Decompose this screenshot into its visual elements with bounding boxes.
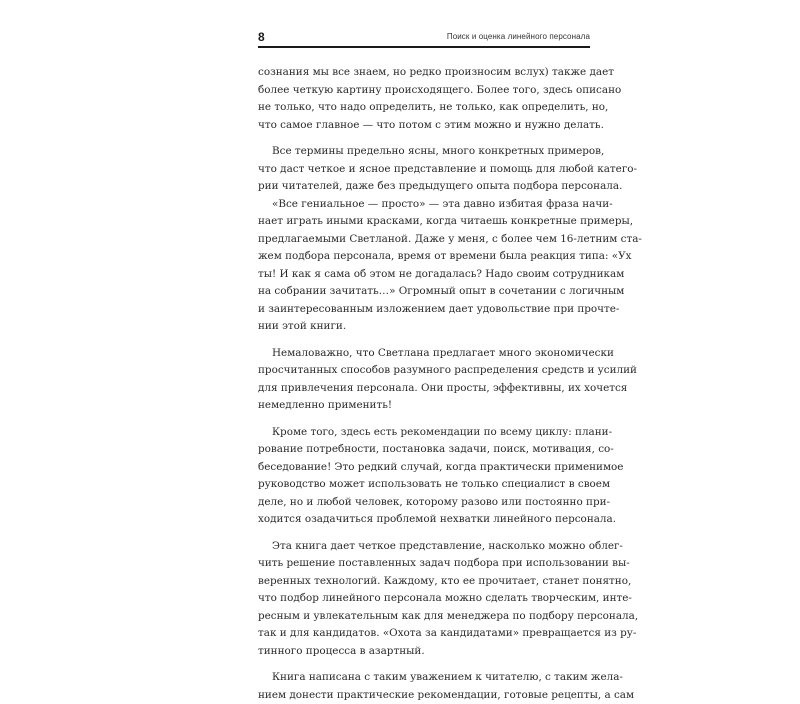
text-line: и заинтересованным изложением дает удовольствие при прочте- xyxy=(258,301,590,319)
paragraph-spacer xyxy=(258,529,590,538)
text-line: жем подбора персонала, время от времени была реакция типа: «Ух xyxy=(258,248,590,266)
text-line: что самое главное — что потом с этим можно и нужно делать. xyxy=(258,117,590,135)
text-line: для привлечения персонала. Они просты, эффективны, их хочется xyxy=(258,380,590,398)
text-line: руководство может использовать не только специалист в своем xyxy=(258,476,590,494)
text-line: просчитанных способов разумного распределения средств и усилий xyxy=(258,362,590,380)
text-line: ты! И как я сама об этом не догадалась? Надо своим сотрудникам xyxy=(258,266,590,284)
paragraph-spacer xyxy=(258,415,590,424)
text-line: нает играть иными красками, когда читаешь конкретные примеры, xyxy=(258,213,590,231)
text-line: «Все гениальное — просто» — эта давно избитая фраза начи- xyxy=(258,196,590,214)
text-line: на собрании зачитать…» Огромный опыт в сочетании с логичным xyxy=(258,283,590,301)
text-line: ходится озадачиться проблемой нехватки линейного персонала. xyxy=(258,511,590,529)
text-line: веренных технологий. Каждому, кто ее прочитает, станет понятно, xyxy=(258,573,590,591)
paragraph xyxy=(258,538,590,661)
text-line: беседование! Это редкий случай, когда практически применимое xyxy=(258,459,590,477)
paragraph-spacer xyxy=(258,134,590,143)
paragraph-spacer xyxy=(258,336,590,345)
text-line: Книга написана с таким уважением к читателю, с таким жела- xyxy=(258,669,590,687)
text-line: нии этой книги. xyxy=(258,318,590,336)
text-line: чить решение поставленных задач подбора при использовании вы- xyxy=(258,555,590,573)
body-text xyxy=(258,64,590,704)
paragraph xyxy=(258,143,590,196)
paragraph xyxy=(258,196,590,336)
text-line: так и для кандидатов. «Охота за кандидатами» превращается из ру- xyxy=(258,625,590,643)
text-line: тинного процесса в азартный. xyxy=(258,643,590,661)
text-line: рование потребности, постановка задачи, поиск, мотивация, со- xyxy=(258,441,590,459)
text-line: что подбор линейного персонала можно сделать творческим, инте- xyxy=(258,590,590,608)
text-line: рии читателей, даже без предыдущего опыта подбора персонала. xyxy=(258,178,590,196)
paragraph xyxy=(258,424,590,529)
paragraph-spacer xyxy=(258,660,590,669)
text-line: предлагаемыми Светланой. Даже у меня, с более чем 16-летним ста- xyxy=(258,231,590,249)
page-number: 8 xyxy=(258,30,265,44)
text-line: ресным и увлекательным как для менеджера по подбору персонала, xyxy=(258,608,590,626)
text-line: Все термины предельно ясны, много конкретных примеров, xyxy=(258,143,590,161)
text-line: сознания мы все знаем, но редко произносим вслух) также дает xyxy=(258,64,590,82)
text-line: немедленно применить! xyxy=(258,397,590,415)
page-header xyxy=(258,30,590,46)
text-line: Эта книга дает четкое представление, насколько можно облег- xyxy=(258,538,590,556)
text-line: нием донести практические рекомендации, готовые рецепты, а сам xyxy=(258,687,590,704)
text-line: Кроме того, здесь есть рекомендации по всему циклу: плани- xyxy=(258,424,590,442)
header-divider xyxy=(258,46,590,48)
text-line: Немаловажно, что Светлана предлагает много экономически xyxy=(258,345,590,363)
text-line: более четкую картину происходящего. Более того, здесь описано xyxy=(258,82,590,100)
paragraph xyxy=(258,64,590,134)
paragraph xyxy=(258,669,590,704)
text-line: деле, но и любой человек, которому разово или постоянно при- xyxy=(258,494,590,512)
text-line: не только, что надо определить, не только, как определить, но, xyxy=(258,99,590,117)
running-title: Поиск и оценка линейного персонала xyxy=(447,32,590,42)
text-line: что даст четкое и ясное представление и помощь для любой катего- xyxy=(258,161,590,179)
paragraph xyxy=(258,345,590,415)
